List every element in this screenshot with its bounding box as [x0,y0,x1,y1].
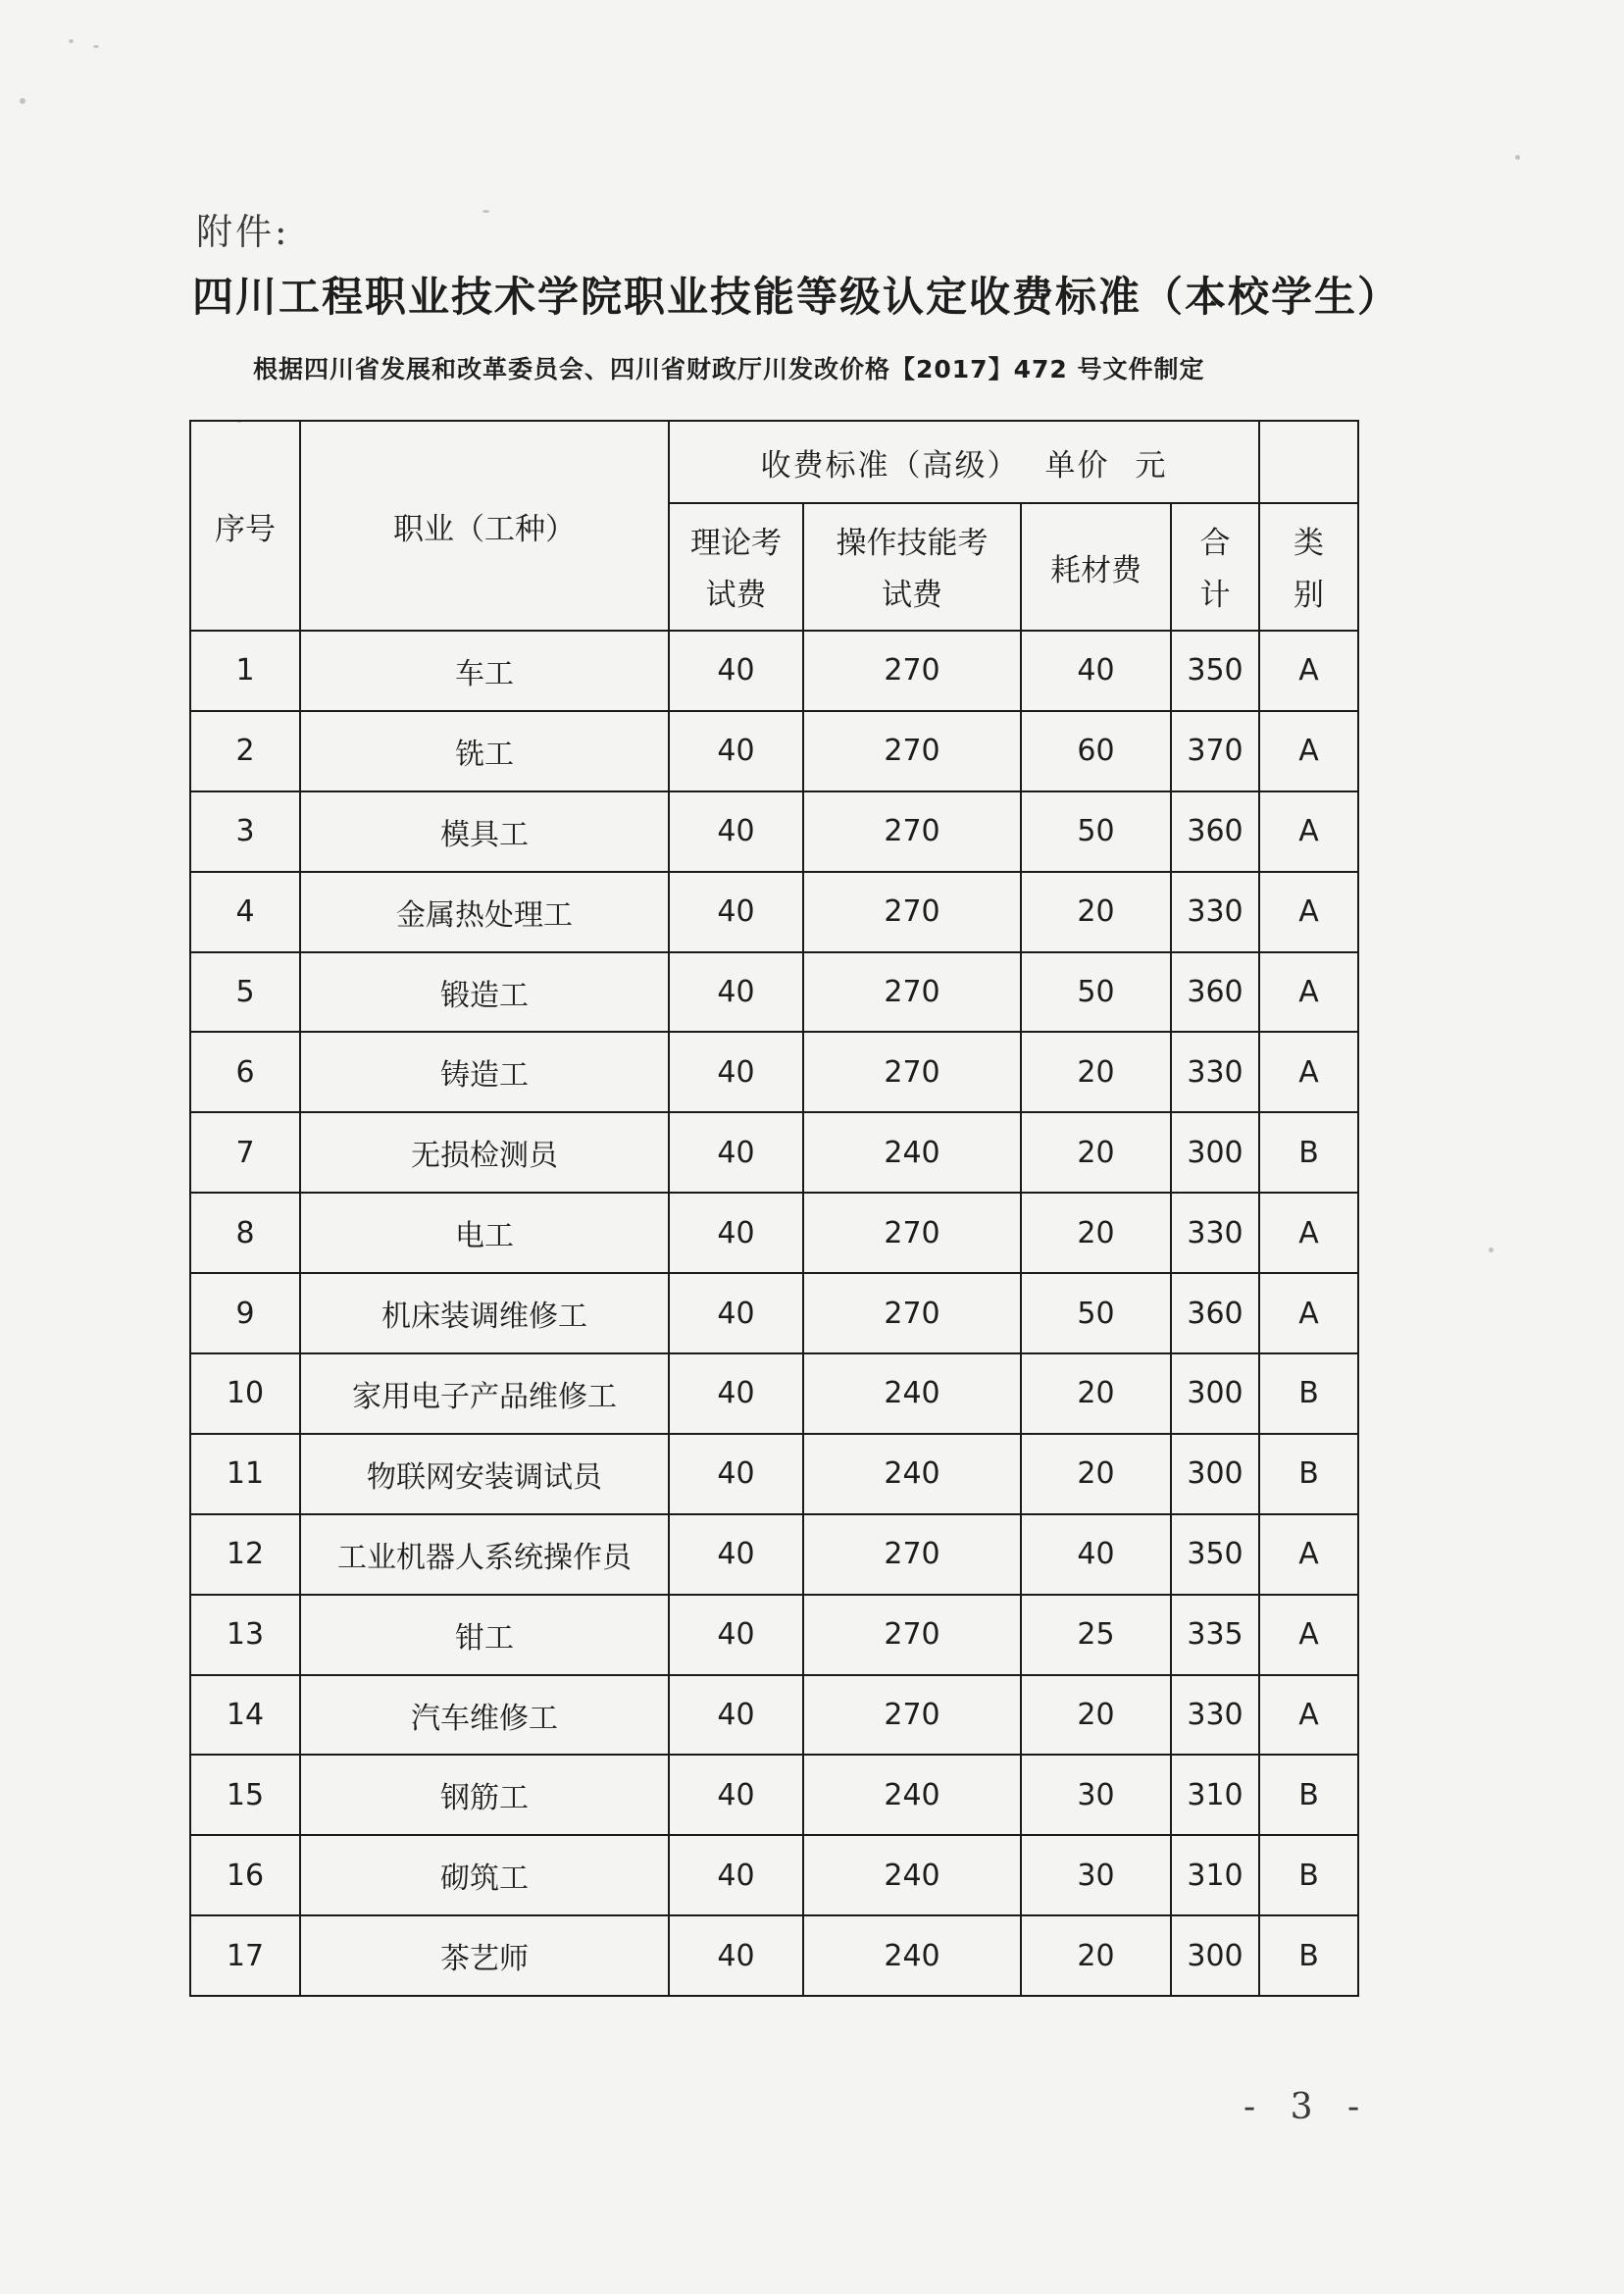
cell-material-fee: 60 [1021,711,1171,791]
cell-material-fee: 20 [1021,872,1171,952]
page-number: - 3 - [1243,2087,1372,2127]
cell-material-fee: 30 [1021,1835,1171,1915]
header-fee-group [669,421,1259,503]
header-skill-fee-line2: 试费 [882,577,942,613]
cell-theory-fee: 40 [669,1835,803,1915]
cell-occupation: 茶艺师 [300,1915,669,1996]
cell-total: 330 [1171,1032,1259,1112]
header-skill-fee-line1: 操作技能考 [836,526,989,561]
cell-occupation: 钳工 [300,1595,669,1675]
cell-seq: 9 [190,1273,300,1353]
document-title: 四川工程职业技术学院职业技能等级认定收费标准（本校学生） [192,273,1401,321]
cell-theory-fee: 40 [669,711,803,791]
table-row [190,1514,1358,1595]
cell-total: 330 [1171,872,1259,952]
cell-seq: 11 [190,1434,300,1514]
table-row [190,1112,1358,1193]
cell-category: A [1259,791,1358,872]
cell-skill-fee: 270 [803,791,1021,872]
fee-standard-table [189,420,1359,1997]
cell-material-fee: 50 [1021,952,1171,1033]
cell-category: A [1259,631,1358,711]
cell-skill-fee: 270 [803,1675,1021,1756]
cell-skill-fee: 270 [803,711,1021,791]
cell-total: 370 [1171,711,1259,791]
cell-skill-fee: 240 [803,1755,1021,1835]
cell-seq: 10 [190,1353,300,1434]
scan-speck [69,39,74,43]
cell-category: A [1259,872,1358,952]
cell-category: A [1259,1675,1358,1756]
cell-seq: 6 [190,1032,300,1112]
cell-material-fee: 40 [1021,1514,1171,1595]
table-row [190,1273,1358,1353]
header-theory-fee [669,503,803,631]
cell-theory-fee: 40 [669,1514,803,1595]
scan-speck [93,45,99,48]
cell-category: A [1259,1514,1358,1595]
cell-total: 310 [1171,1755,1259,1835]
cell-category: A [1259,1595,1358,1675]
cell-material-fee: 20 [1021,1675,1171,1756]
cell-occupation: 家用电子产品维修工 [300,1353,669,1434]
cell-skill-fee: 270 [803,1193,1021,1273]
cell-seq: 8 [190,1193,300,1273]
cell-category: B [1259,1835,1358,1915]
header-skill-fee [803,503,1021,631]
cell-skill-fee: 270 [803,631,1021,711]
cell-theory-fee: 40 [669,872,803,952]
policy-basis-line: 根据四川省发展和改革委员会、四川省财政厅川发改价格【2017】472 号文件制定 [253,355,1205,383]
cell-seq: 17 [190,1915,300,1996]
header-theory-fee-line1: 理论考 [690,526,782,561]
cell-theory-fee: 40 [669,1434,803,1514]
cell-total: 330 [1171,1675,1259,1756]
cell-occupation: 金属热处理工 [300,872,669,952]
header-total-line2: 计 [1199,577,1231,613]
header-unit-label: 单价 [1044,447,1110,484]
cell-category: A [1259,1273,1358,1353]
cell-occupation: 模具工 [300,791,669,872]
cell-category: B [1259,1353,1358,1434]
cell-occupation: 铸造工 [300,1032,669,1112]
table-row [190,1595,1358,1675]
cell-category: A [1259,1032,1358,1112]
cell-occupation: 砌筑工 [300,1835,669,1915]
table-row [190,1434,1358,1514]
cell-skill-fee: 270 [803,1273,1021,1353]
cell-occupation: 铣工 [300,711,669,791]
cell-category: A [1259,952,1358,1033]
table-row [190,1835,1358,1915]
cell-total: 360 [1171,952,1259,1033]
cell-seq: 7 [190,1112,300,1193]
cell-material-fee: 40 [1021,631,1171,711]
cell-skill-fee: 270 [803,872,1021,952]
cell-total: 350 [1171,1514,1259,1595]
cell-seq: 1 [190,631,300,711]
cell-skill-fee: 240 [803,1353,1021,1434]
cell-total: 360 [1171,791,1259,872]
cell-skill-fee: 240 [803,1434,1021,1514]
cell-seq: 4 [190,872,300,952]
cell-theory-fee: 40 [669,1595,803,1675]
cell-occupation: 工业机器人系统操作员 [300,1514,669,1595]
cell-skill-fee: 240 [803,1835,1021,1915]
cell-total: 300 [1171,1112,1259,1193]
cell-total: 300 [1171,1434,1259,1514]
cell-occupation: 机床装调维修工 [300,1273,669,1353]
cell-total: 335 [1171,1595,1259,1675]
attachment-label: 附件: [196,211,290,253]
cell-material-fee: 25 [1021,1595,1171,1675]
cell-seq: 14 [190,1675,300,1756]
cell-skill-fee: 270 [803,1032,1021,1112]
cell-occupation: 汽车维修工 [300,1675,669,1756]
cell-theory-fee: 40 [669,1755,803,1835]
cell-occupation: 物联网安装调试员 [300,1434,669,1514]
table-row [190,631,1358,711]
cell-skill-fee: 240 [803,1915,1021,1996]
cell-theory-fee: 40 [669,1032,803,1112]
table-row [190,1032,1358,1112]
cell-theory-fee: 40 [669,1915,803,1996]
cell-material-fee: 20 [1021,1112,1171,1193]
cell-material-fee: 50 [1021,791,1171,872]
cell-material-fee: 20 [1021,1353,1171,1434]
cell-seq: 12 [190,1514,300,1595]
cell-occupation: 电工 [300,1193,669,1273]
header-category-line1: 类 [1294,526,1324,561]
header-category [1259,503,1358,631]
scan-speck [1515,155,1520,160]
cell-material-fee: 50 [1021,1273,1171,1353]
scan-speck [20,98,25,104]
scan-speck [482,210,489,213]
header-category-line2: 别 [1294,577,1324,613]
cell-theory-fee: 40 [669,791,803,872]
cell-material-fee: 20 [1021,1434,1171,1514]
cell-material-fee: 20 [1021,1032,1171,1112]
cell-skill-fee: 270 [803,1595,1021,1675]
cell-category: A [1259,1193,1358,1273]
cell-theory-fee: 40 [669,1675,803,1756]
header-total-line1: 合 [1199,526,1231,561]
cell-seq: 16 [190,1835,300,1915]
table-row [190,711,1358,791]
cell-total: 300 [1171,1915,1259,1996]
table-row [190,1193,1358,1273]
cell-category: B [1259,1915,1358,1996]
cell-material-fee: 20 [1021,1193,1171,1273]
cell-theory-fee: 40 [669,1193,803,1273]
table-row [190,791,1358,872]
table-row [190,1675,1358,1756]
header-theory-fee-line2: 试费 [705,577,767,613]
cell-occupation: 钢筋工 [300,1755,669,1835]
cell-theory-fee: 40 [669,1112,803,1193]
cell-material-fee: 30 [1021,1755,1171,1835]
cell-skill-fee: 240 [803,1112,1021,1193]
cell-total: 350 [1171,631,1259,711]
cell-occupation: 锻造工 [300,952,669,1033]
cell-category: A [1259,711,1358,791]
table-row [190,1755,1358,1835]
cell-theory-fee: 40 [669,1353,803,1434]
cell-theory-fee: 40 [669,631,803,711]
table-header-row [190,421,1358,503]
header-total [1171,503,1259,631]
cell-theory-fee: 40 [669,952,803,1033]
table-row [190,872,1358,952]
table-row [190,952,1358,1033]
cell-total: 300 [1171,1353,1259,1434]
cell-category: B [1259,1434,1358,1514]
header-material-fee: 耗材费 [1021,503,1171,631]
cell-seq: 13 [190,1595,300,1675]
cell-seq: 15 [190,1755,300,1835]
cell-total: 330 [1171,1193,1259,1273]
header-occupation: 职业（工种） [300,421,669,631]
cell-occupation: 车工 [300,631,669,711]
header-unit: 元 [1135,447,1168,484]
cell-skill-fee: 270 [803,1514,1021,1595]
cell-skill-fee: 270 [803,952,1021,1033]
header-blank-cell [1259,421,1358,503]
cell-total: 310 [1171,1835,1259,1915]
cell-category: B [1259,1755,1358,1835]
header-seq: 序号 [190,421,300,631]
cell-category: B [1259,1112,1358,1193]
cell-seq: 3 [190,791,300,872]
cell-material-fee: 20 [1021,1915,1171,1996]
cell-theory-fee: 40 [669,1273,803,1353]
table-row [190,1353,1358,1434]
cell-occupation: 无损检测员 [300,1112,669,1193]
table-row [190,1915,1358,1996]
cell-total: 360 [1171,1273,1259,1353]
cell-seq: 2 [190,711,300,791]
header-fee-group-title: 收费标准（高级） [760,447,1020,484]
cell-seq: 5 [190,952,300,1033]
scan-speck [1489,1248,1494,1252]
